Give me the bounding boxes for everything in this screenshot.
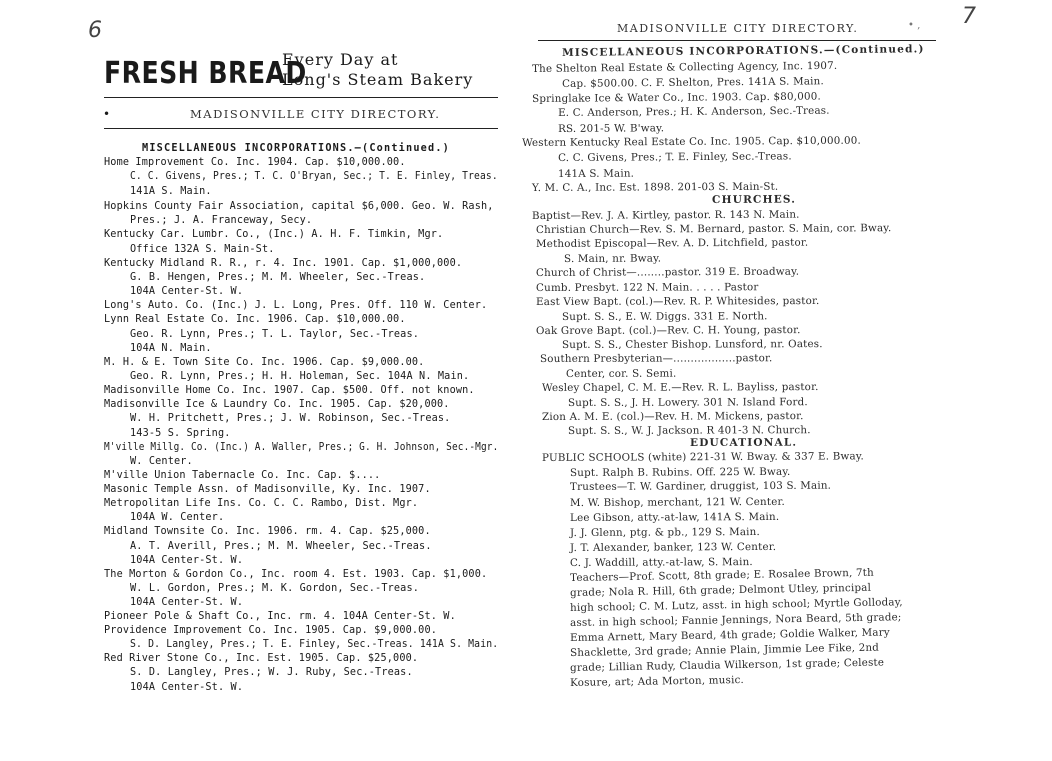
directory-line: 104A Center-St. W. — [130, 286, 244, 297]
directory-line: Church of Christ—........pastor. 319 E. Broadway. — [536, 265, 800, 279]
directory-line: Trustees—T. W. Gardiner, druggist, 103 S. Main. — [570, 479, 832, 493]
directory-line: Office 132A S. Main-St. — [130, 244, 275, 255]
scan-speck: • ‚ — [908, 20, 921, 31]
section-heading: EDUCATIONAL. — [690, 436, 798, 449]
directory-line: high school; C. M. Lutz, asst. in high school; Myrtle Golloday, — [570, 596, 903, 614]
directory-line: G. B. Hengen, Pres.; M. M. Wheeler, Sec.-Treas. — [130, 272, 426, 283]
directory-line: Kosure, art; Ada Morton, music. — [570, 673, 745, 689]
directory-line: Supt. S. S., E. W. Diggs. 331 E. North. — [562, 310, 768, 323]
directory-line: PUBLIC SCHOOLS (white) 221-31 W. Bway. & 337 E. Bway. — [542, 450, 864, 464]
directory-line: 143-5 S. Spring. — [130, 428, 231, 439]
directory-line: Pres.; J. A. Franceway, Secy. — [130, 215, 313, 226]
directory-line: Kentucky Midland R. R., r. 4. Inc. 1901. Cap. $1,000,000. — [104, 258, 463, 269]
directory-line: Springlake Ice & Water Co., Inc. 1903. Cap. $80,000. — [532, 90, 822, 105]
section-heading: CHURCHES. — [712, 193, 797, 206]
directory-line: Lee Gibson, atty.-at-law, 141A S. Main. — [570, 510, 780, 524]
directory-line: Providence Improvement Co. Inc. 1905. Cap. $9,000.00. — [104, 625, 438, 636]
directory-line: Supt. S. S., W. J. Jackson. R 401-3 N. Church. — [568, 424, 811, 437]
directory-line: Emma Arnett, Mary Beard, 4th grade; Goldie Walker, Mary — [570, 626, 890, 644]
left-page — [0, 0, 520, 761]
right-page — [522, 0, 1052, 761]
directory-line: Center, cor. S. Semi. — [566, 367, 677, 380]
directory-line: M. H. & E. Town Site Co. Inc. 1906. Cap. $9,000.00. — [104, 357, 425, 368]
ad-line-1: Every Day at — [282, 50, 399, 69]
directory-line: Oak Grove Bapt. (col.)—Rev. C. H. Young, pastor. — [536, 324, 801, 337]
directory-line: Supt. S. S., J. H. Lowery. 301 N. Island Ford. — [568, 396, 808, 409]
directory-line: Shacklette, 3rd grade; Annie Plain, Jimmie Lee Fike, 2nd — [570, 641, 880, 659]
directory-line: grade; Lillian Rudy, Claudia Wilkerson, 1st grade; Celeste — [570, 656, 885, 674]
directory-line: Geo. R. Lynn, Pres.; T. L. Taylor, Sec.-Treas. — [130, 329, 420, 340]
directory-line: 104A Center-St. W. — [130, 682, 244, 693]
directory-line: grade; Nola R. Hill, 6th grade; Delmont Utley, principal — [570, 581, 872, 599]
directory-line: Red River Stone Co., Inc. Est. 1905. Cap. $25,000. — [104, 653, 419, 664]
directory-line: C. J. Waddill, atty.-at-law, S. Main. — [570, 556, 753, 569]
directory-line: 141A S. Main. — [130, 186, 212, 197]
directory-line: Home Improvement Co. Inc. 1904. Cap. $10,000.00. — [104, 157, 406, 168]
directory-line: Baptist—Rev. J. A. Kirtley, pastor. R. 143 N. Main. — [532, 208, 800, 222]
directory-line: Christian Church—Rev. S. M. Bernard, pastor. S. Main, cor. Bway. — [536, 222, 892, 236]
directory-line: Long's Auto. Co. (Inc.) J. L. Long, Pres. Off. 110 W. Center. — [104, 300, 488, 311]
directory-line: Cumb. Presbyt. 122 N. Main. . . . . Pastor — [536, 281, 759, 294]
directory-line: Kentucky Car. Lumbr. Co., (Inc.) A. H. F. Timkin, Mgr. — [104, 229, 444, 240]
directory-line: Metropolitan Life Ins. Co. C. C. Rambo, Dist. Mgr. — [104, 498, 419, 509]
directory-line: Teachers—Prof. Scott, 8th grade; E. Rosalee Brown, 7th — [570, 566, 875, 584]
section-heading: MISCELLANEOUS INCORPORATIONS.—(Continued.) — [562, 43, 925, 59]
page-number: 6 — [88, 18, 102, 43]
directory-line: Masonic Temple Assn. of Madisonville, Ky. Inc. 1907. — [104, 484, 431, 495]
directory-line: M'ville Union Tabernacle Co. Inc. Cap. $.... — [104, 470, 381, 481]
directory-line: 104A Center-St. W. — [130, 555, 244, 566]
directory-line: RS. 201-5 W. B'way. — [558, 122, 665, 135]
directory-line: J. J. Glenn, ptg. & pb., 129 S. Main. — [570, 526, 760, 539]
directory-line: The Morton & Gordon Co., Inc. room 4. Est. 1903. Cap. $1,000. — [104, 569, 488, 580]
directory-line: Madisonville Home Co. Inc. 1907. Cap. $500. Off. not known. — [104, 385, 475, 396]
directory-line: Madisonville Ice & Laundry Co. Inc. 1905. Cap. $20,000. — [104, 399, 450, 410]
directory-line: W. L. Gordon, Pres.; M. K. Gordon, Sec.-Treas. — [130, 583, 420, 594]
directory-line: S. D. Langley, Pres.; T. E. Finley, Sec.-Treas. 141A S. Main. — [130, 639, 499, 650]
directory-line: Lynn Real Estate Co. Inc. 1906. Cap. $10,000.00. — [104, 314, 406, 325]
page-number: 7 — [962, 4, 976, 29]
directory-line: S. D. Langley, Pres.; W. J. Ruby, Sec.-Treas. — [130, 667, 413, 678]
header-rule — [538, 40, 936, 41]
directory-line: Southern Presbyterian—..................pastor. — [540, 352, 773, 365]
directory-line: The Shelton Real Estate & Collecting Agency, Inc. 1907. — [532, 59, 838, 75]
directory-line: C. C. Givens, Pres.; T. C. O'Bryan, Sec.; T. E. Finley, Treas. — [130, 171, 498, 182]
header-rule-lower — [104, 128, 498, 129]
directory-line: Pioneer Pole & Shaft Co., Inc. rm. 4. 104A Center-St. W. — [104, 611, 456, 622]
ad-headline: FRESH BREAD — [104, 56, 307, 91]
directory-line: Wesley Chapel, C. M. E.—Rev. R. L. Bayliss, pastor. — [542, 381, 819, 394]
directory-line: E. C. Anderson, Pres.; H. K. Anderson, Sec.-Treas. — [558, 104, 830, 119]
directory-line: Supt. Ralph B. Rubins. Off. 225 W. Bway. — [570, 465, 791, 479]
directory-line: Cap. $500.00. C. F. Shelton, Pres. 141A S. Main. — [562, 75, 824, 90]
directory-line: Hopkins County Fair Association, capital $6,000. Geo. W. Rash, — [104, 201, 494, 212]
directory-line: asst. in high school; Fannie Jennings, Nora Beard, 5th grade; — [570, 611, 902, 629]
directory-line: C. C. Givens, Pres.; T. E. Finley, Sec.-Treas. — [558, 150, 792, 164]
header-rule — [104, 97, 498, 98]
directory-line: M. W. Bishop, merchant, 121 W. Center. — [570, 495, 785, 509]
directory-line: A. T. Averill, Pres.; M. M. Wheeler, Sec.-Treas. — [130, 541, 432, 552]
directory-line: 104A Center-St. W. — [130, 597, 244, 608]
directory-line: Y. M. C. A., Inc. Est. 1898. 201-03 S. Main-St. — [532, 180, 779, 194]
directory-line: 104A W. Center. — [130, 512, 225, 523]
directory-line: Zion A. M. E. (col.)—Rev. H. M. Mickens, pastor. — [542, 410, 804, 423]
directory-line: J. T. Alexander, banker, 123 W. Center. — [570, 540, 777, 554]
running-head: MADISONVILLE CITY DIRECTORY. — [190, 107, 441, 121]
directory-line: East View Bapt. (col.)—Rev. R. P. Whitesides, pastor. — [536, 295, 820, 308]
directory-line: Geo. R. Lynn, Pres.; H. H. Holeman, Sec. 104A N. Main. — [130, 371, 470, 382]
directory-line: S. Main, nr. Bway. — [564, 252, 662, 265]
directory-line: W. Center. — [130, 456, 193, 467]
directory-line: Western Kentucky Real Estate Co. Inc. 1905. Cap. $10,000.00. — [522, 134, 862, 149]
directory-line: M'ville Millg. Co. (Inc.) A. Waller, Pres.; G. H. Johnson, Sec.-Mgr. — [104, 442, 499, 453]
directory-line: Midland Townsite Co. Inc. 1906. rm. 4. Cap. $25,000. — [104, 526, 431, 537]
section-heading: MISCELLANEOUS INCORPORATIONS.—(Continued.) — [142, 143, 451, 154]
directory-line: 141A S. Main. — [558, 167, 635, 180]
ad-line-2: Long's Steam Bakery — [282, 70, 474, 89]
running-head: MADISONVILLE CITY DIRECTORY. — [617, 22, 859, 35]
directory-line: Supt. S. S., Chester Bishop. Lunsford, nr. Oates. — [562, 338, 823, 351]
directory-line: 104A N. Main. — [130, 343, 212, 354]
directory-line: Methodist Episcopal—Rev. A. D. Litchfield, pastor. — [536, 236, 809, 250]
directory-line: W. H. Pritchett, Pres.; J. W. Robinson, Sec.-Treas. — [130, 413, 451, 424]
page-mark: • — [103, 107, 111, 121]
